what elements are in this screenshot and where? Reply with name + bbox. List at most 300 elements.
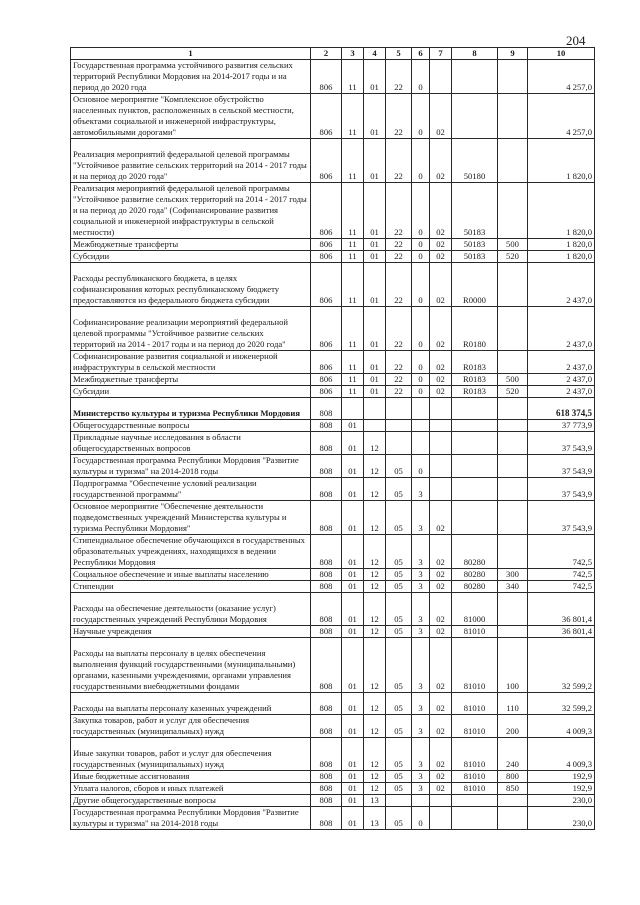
program-cell: 22 [386, 183, 412, 239]
program-cell: 22 [386, 374, 412, 386]
item-name-cell: Иные закупки товаров, работ и услуг для обеспечения государственных (муниципальных) нужд [71, 738, 311, 771]
amount-cell: 618 374,5 [528, 398, 595, 420]
expense-type-cell [498, 501, 528, 535]
expense-type-cell [498, 307, 528, 351]
direction-cell: 50183 [452, 239, 498, 251]
code-cell: 808 [311, 783, 342, 795]
amount-cell: 4 009,3 [528, 715, 595, 738]
amount-cell: 4 257,0 [528, 94, 595, 139]
amount-cell: 36 801,4 [528, 593, 595, 626]
subsection-cell: 01 [364, 60, 386, 94]
table-row [71, 807, 595, 830]
subprogram-cell: 0 [412, 386, 430, 398]
expense-type-cell: 340 [498, 581, 528, 593]
amount-cell: 230,0 [528, 795, 595, 807]
item-name-cell: Субсидии [71, 251, 311, 263]
table-row [71, 535, 595, 569]
section-cell: 01 [342, 693, 364, 715]
amount-cell: 37 773,9 [528, 420, 595, 432]
program-cell [386, 398, 412, 420]
code-cell: 806 [311, 183, 342, 239]
subsection-cell: 13 [364, 807, 386, 830]
table-row [71, 351, 595, 374]
table-row [71, 307, 595, 351]
section-cell: 01 [342, 795, 364, 807]
direction-cell [452, 420, 498, 432]
amount-cell: 742,5 [528, 581, 595, 593]
table-row [71, 638, 595, 693]
section-cell: 11 [342, 386, 364, 398]
program-cell [386, 795, 412, 807]
subprogram-cell: 0 [412, 263, 430, 307]
column-header: 9 [498, 48, 528, 60]
expense-type-cell [498, 626, 528, 638]
activity-cell [430, 398, 452, 420]
program-cell: 05 [386, 593, 412, 626]
table-row [71, 263, 595, 307]
activity-cell [430, 432, 452, 455]
expense-type-cell [498, 398, 528, 420]
subsection-cell: 12 [364, 535, 386, 569]
item-name-cell: Расходы на обеспечение деятельности (оказание услуг) государственных учреждений Республики Мордовия [71, 593, 311, 626]
subprogram-cell: 0 [412, 239, 430, 251]
amount-cell: 192,9 [528, 771, 595, 783]
column-header: 7 [430, 48, 452, 60]
section-cell: 01 [342, 455, 364, 478]
direction-cell [452, 60, 498, 94]
subprogram-cell: 0 [412, 374, 430, 386]
expense-type-cell [498, 94, 528, 139]
item-name-cell: Стипендии [71, 581, 311, 593]
subprogram-cell [412, 420, 430, 432]
program-cell: 05 [386, 807, 412, 830]
code-cell: 808 [311, 771, 342, 783]
direction-cell: R0183 [452, 386, 498, 398]
subsection-cell: 12 [364, 593, 386, 626]
item-name-cell: Реализация мероприятий федеральной целевой программы "Устойчивое развитие сельских территорий на 2014 - 2017 годы и на период до 2020 года" [71, 139, 311, 183]
activity-cell: 02 [430, 771, 452, 783]
direction-cell: 50180 [452, 139, 498, 183]
subprogram-cell: 0 [412, 455, 430, 478]
section-cell: 01 [342, 420, 364, 432]
section-cell: 01 [342, 783, 364, 795]
subsection-cell: 12 [364, 581, 386, 593]
program-cell [386, 432, 412, 455]
subprogram-cell: 3 [412, 569, 430, 581]
subsection-cell: 01 [364, 251, 386, 263]
item-name-cell: Межбюджетные трансферты [71, 374, 311, 386]
subprogram-cell: 0 [412, 307, 430, 351]
expense-type-cell [498, 535, 528, 569]
subprogram-cell: 3 [412, 593, 430, 626]
section-cell: 11 [342, 351, 364, 374]
code-cell: 808 [311, 398, 342, 420]
expense-type-cell: 520 [498, 386, 528, 398]
section-cell: 01 [342, 807, 364, 830]
code-cell: 806 [311, 386, 342, 398]
subprogram-cell [412, 795, 430, 807]
activity-cell: 02 [430, 638, 452, 693]
item-name-cell: Научные учреждения [71, 626, 311, 638]
subsection-cell: 01 [364, 351, 386, 374]
activity-cell: 02 [430, 307, 452, 351]
direction-cell: 50183 [452, 251, 498, 263]
table-row [71, 478, 595, 501]
item-name-cell: Иные бюджетные ассигнования [71, 771, 311, 783]
direction-cell [452, 478, 498, 501]
direction-cell: 81010 [452, 693, 498, 715]
subsection-cell: 12 [364, 478, 386, 501]
direction-cell [452, 501, 498, 535]
subsection-cell: 01 [364, 183, 386, 239]
subprogram-cell [412, 398, 430, 420]
program-cell: 05 [386, 478, 412, 501]
direction-cell [452, 795, 498, 807]
code-cell: 806 [311, 94, 342, 139]
section-cell [342, 398, 364, 420]
subsection-cell: 12 [364, 501, 386, 535]
expense-type-cell [498, 432, 528, 455]
activity-cell: 02 [430, 715, 452, 738]
program-cell: 05 [386, 771, 412, 783]
section-cell: 01 [342, 535, 364, 569]
subprogram-cell: 0 [412, 60, 430, 94]
activity-cell: 02 [430, 581, 452, 593]
code-cell: 808 [311, 715, 342, 738]
activity-cell: 02 [430, 535, 452, 569]
expense-type-cell [498, 807, 528, 830]
item-name-cell: Основное мероприятие "Обеспечение деятельности подведомственных учреждений Министерства культуры и туризма Республики Мордовия" [71, 501, 311, 535]
subprogram-cell: 3 [412, 771, 430, 783]
activity-cell: 02 [430, 386, 452, 398]
section-cell: 01 [342, 593, 364, 626]
expense-type-cell [498, 420, 528, 432]
table-row [71, 251, 595, 263]
program-cell: 22 [386, 251, 412, 263]
item-name-cell: Расходы на выплаты персоналу казенных учреждений [71, 693, 311, 715]
column-header: 1 [71, 48, 311, 60]
amount-cell: 192,9 [528, 783, 595, 795]
amount-cell: 36 801,4 [528, 626, 595, 638]
table-row [71, 139, 595, 183]
section-cell: 01 [342, 569, 364, 581]
subsection-cell: 01 [364, 307, 386, 351]
activity-cell [430, 795, 452, 807]
column-header: 2 [311, 48, 342, 60]
amount-cell: 2 437,0 [528, 351, 595, 374]
activity-cell [430, 478, 452, 501]
item-name-cell: Софинансирование развития социальной и инженерной инфраструктуры в сельской местности [71, 351, 311, 374]
subsection-cell: 01 [364, 94, 386, 139]
subprogram-cell: 3 [412, 535, 430, 569]
code-cell: 806 [311, 60, 342, 94]
section-cell: 11 [342, 251, 364, 263]
amount-cell: 742,5 [528, 535, 595, 569]
subprogram-cell: 3 [412, 738, 430, 771]
direction-cell [452, 807, 498, 830]
subsection-cell: 01 [364, 263, 386, 307]
item-name-cell: Министерство культуры и туризма Республики Мордовия [71, 398, 311, 420]
expense-type-cell [498, 593, 528, 626]
expense-type-cell: 200 [498, 715, 528, 738]
amount-cell: 37 543,9 [528, 478, 595, 501]
direction-cell: 80280 [452, 569, 498, 581]
table-row [71, 569, 595, 581]
code-cell: 806 [311, 139, 342, 183]
subprogram-cell: 0 [412, 139, 430, 183]
item-name-cell: Основное мероприятие "Комплексное обустройство населенных пунктов, расположенных в сельской местности, объектами социальной и инженерной инфраструктуры, автомобильными дорогами" [71, 94, 311, 139]
activity-cell: 02 [430, 783, 452, 795]
program-cell: 05 [386, 738, 412, 771]
section-cell: 01 [342, 738, 364, 771]
table-row [71, 501, 595, 535]
direction-cell: 81000 [452, 593, 498, 626]
activity-cell: 02 [430, 593, 452, 626]
table-header-row [71, 48, 595, 60]
subprogram-cell: 3 [412, 693, 430, 715]
program-cell: 22 [386, 263, 412, 307]
direction-cell [452, 398, 498, 420]
expense-type-cell: 800 [498, 771, 528, 783]
amount-cell: 4 009,3 [528, 738, 595, 771]
subsection-cell: 12 [364, 693, 386, 715]
amount-cell: 37 543,9 [528, 501, 595, 535]
amount-cell: 4 257,0 [528, 60, 595, 94]
code-cell: 808 [311, 807, 342, 830]
subprogram-cell: 0 [412, 351, 430, 374]
program-cell: 05 [386, 569, 412, 581]
activity-cell: 02 [430, 263, 452, 307]
item-name-cell: Подпрограмма "Обеспечение условий реализации государственной программы" [71, 478, 311, 501]
item-name-cell: Реализация мероприятий федеральной целевой программы "Устойчивое развитие сельских территорий на 2014 - 2017 годы и на период до 2020 года" (Софинансирование развития социальной и инженерной инфраструктуры в сельской местности) [71, 183, 311, 239]
subsection-cell: 12 [364, 638, 386, 693]
subprogram-cell: 0 [412, 807, 430, 830]
table-row [71, 783, 595, 795]
program-cell: 22 [386, 239, 412, 251]
subsection-cell: 01 [364, 239, 386, 251]
expense-type-cell: 100 [498, 638, 528, 693]
amount-cell: 2 437,0 [528, 386, 595, 398]
table-row [71, 420, 595, 432]
code-cell: 808 [311, 693, 342, 715]
code-cell: 808 [311, 535, 342, 569]
code-cell: 808 [311, 478, 342, 501]
code-cell: 808 [311, 738, 342, 771]
amount-cell: 1 820,0 [528, 251, 595, 263]
subsection-cell: 12 [364, 455, 386, 478]
amount-cell: 2 437,0 [528, 263, 595, 307]
expense-type-cell [498, 139, 528, 183]
section-cell: 01 [342, 478, 364, 501]
subsection-cell [364, 420, 386, 432]
page-number: 204 [566, 33, 586, 48]
subsection-cell: 12 [364, 715, 386, 738]
item-name-cell: Межбюджетные трансферты [71, 239, 311, 251]
code-cell: 808 [311, 581, 342, 593]
code-cell: 806 [311, 251, 342, 263]
program-cell: 05 [386, 626, 412, 638]
section-cell: 11 [342, 263, 364, 307]
expense-type-cell [498, 183, 528, 239]
subprogram-cell: 0 [412, 94, 430, 139]
activity-cell [430, 455, 452, 478]
program-cell [386, 420, 412, 432]
item-name-cell: Софинансирование реализации мероприятий федеральной целевой программы "Устойчивое развитие сельских территорий на 2014 - 2017 годы и на период до 2020 года" [71, 307, 311, 351]
subprogram-cell: 3 [412, 581, 430, 593]
activity-cell: 02 [430, 183, 452, 239]
amount-cell: 2 437,0 [528, 374, 595, 386]
expense-type-cell [498, 60, 528, 94]
activity-cell: 02 [430, 239, 452, 251]
item-name-cell: Стипендиальное обеспечение обучающихся в государственных образовательных учреждениях, находящихся в ведении Республики Мордовия [71, 535, 311, 569]
subsection-cell: 12 [364, 432, 386, 455]
subprogram-cell: 3 [412, 626, 430, 638]
subprogram-cell: 3 [412, 715, 430, 738]
code-cell: 808 [311, 501, 342, 535]
program-cell: 22 [386, 307, 412, 351]
activity-cell [430, 60, 452, 94]
expense-type-cell [498, 263, 528, 307]
amount-cell: 1 820,0 [528, 183, 595, 239]
program-cell: 22 [386, 351, 412, 374]
item-name-cell: Государственная программа Республики Мордовия "Развитие культуры и туризма" на 2014-2018 годы [71, 455, 311, 478]
program-cell: 05 [386, 638, 412, 693]
item-name-cell: Другие общегосударственные вопросы [71, 795, 311, 807]
subprogram-cell: 0 [412, 183, 430, 239]
direction-cell [452, 455, 498, 478]
activity-cell: 02 [430, 374, 452, 386]
activity-cell: 02 [430, 569, 452, 581]
subsection-cell: 12 [364, 738, 386, 771]
item-name-cell: Социальное обеспечение и иные выплаты населению [71, 569, 311, 581]
code-cell: 808 [311, 593, 342, 626]
item-name-cell: Прикладные научные исследования в области общегосударственных вопросов [71, 432, 311, 455]
item-name-cell: Закупка товаров, работ и услуг для обеспечения государственных (муниципальных) нужд [71, 715, 311, 738]
expense-type-cell [498, 795, 528, 807]
column-header: 6 [412, 48, 430, 60]
direction-cell: R0180 [452, 307, 498, 351]
direction-cell [452, 432, 498, 455]
amount-cell: 32 599,2 [528, 693, 595, 715]
table-row [71, 386, 595, 398]
subsection-cell: 01 [364, 139, 386, 183]
expense-type-cell: 300 [498, 569, 528, 581]
activity-cell [430, 807, 452, 830]
activity-cell: 02 [430, 738, 452, 771]
subsection-cell: 13 [364, 795, 386, 807]
table-row [71, 738, 595, 771]
amount-cell: 1 820,0 [528, 139, 595, 183]
section-cell: 01 [342, 626, 364, 638]
table-row [71, 715, 595, 738]
item-name-cell: Государственная программа устойчивого развития сельских территорий Республики Мордовия на 2014-2017 годы и на период до 2020 года [71, 60, 311, 94]
section-cell: 01 [342, 501, 364, 535]
subprogram-cell: 3 [412, 638, 430, 693]
activity-cell: 02 [430, 251, 452, 263]
section-cell: 11 [342, 307, 364, 351]
amount-cell: 2 437,0 [528, 307, 595, 351]
section-cell: 01 [342, 638, 364, 693]
subprogram-cell [412, 432, 430, 455]
program-cell: 05 [386, 501, 412, 535]
table-row [71, 94, 595, 139]
expense-type-cell: 110 [498, 693, 528, 715]
direction-cell: 80280 [452, 581, 498, 593]
subsection-cell: 12 [364, 771, 386, 783]
code-cell: 808 [311, 638, 342, 693]
item-name-cell: Государственная программа Республики Мордовия "Развитие культуры и туризма" на 2014-2018 годы [71, 807, 311, 830]
table-row [71, 374, 595, 386]
column-header: 4 [364, 48, 386, 60]
subsection-cell: 01 [364, 386, 386, 398]
budget-table [70, 47, 595, 830]
direction-cell: 81010 [452, 626, 498, 638]
program-cell: 05 [386, 581, 412, 593]
section-cell: 11 [342, 374, 364, 386]
code-cell: 806 [311, 239, 342, 251]
program-cell: 22 [386, 94, 412, 139]
direction-cell: 80280 [452, 535, 498, 569]
code-cell: 808 [311, 455, 342, 478]
expense-type-cell: 850 [498, 783, 528, 795]
table-row [71, 60, 595, 94]
direction-cell: 50183 [452, 183, 498, 239]
item-name-cell: Уплата налогов, сборов и иных платежей [71, 783, 311, 795]
column-header: 3 [342, 48, 364, 60]
section-cell: 01 [342, 432, 364, 455]
amount-cell: 37 543,9 [528, 455, 595, 478]
section-cell: 01 [342, 715, 364, 738]
section-cell: 01 [342, 771, 364, 783]
section-cell: 11 [342, 60, 364, 94]
program-cell: 05 [386, 455, 412, 478]
subprogram-cell: 3 [412, 478, 430, 501]
code-cell: 806 [311, 263, 342, 307]
program-cell: 05 [386, 693, 412, 715]
expense-type-cell: 500 [498, 239, 528, 251]
subsection-cell: 12 [364, 783, 386, 795]
code-cell: 808 [311, 432, 342, 455]
section-cell: 11 [342, 94, 364, 139]
section-cell: 11 [342, 183, 364, 239]
table-row [71, 581, 595, 593]
subprogram-cell: 0 [412, 251, 430, 263]
amount-cell: 230,0 [528, 807, 595, 830]
table-row [71, 239, 595, 251]
amount-cell: 1 820,0 [528, 239, 595, 251]
table-row [71, 432, 595, 455]
table-row [71, 183, 595, 239]
direction-cell: R0000 [452, 263, 498, 307]
subsection-cell [364, 398, 386, 420]
expense-type-cell: 500 [498, 374, 528, 386]
item-name-cell: Общегосударственные вопросы [71, 420, 311, 432]
expense-type-cell: 520 [498, 251, 528, 263]
direction-cell: 81010 [452, 738, 498, 771]
section-cell: 11 [342, 239, 364, 251]
expense-type-cell: 240 [498, 738, 528, 771]
code-cell: 808 [311, 569, 342, 581]
column-header: 8 [452, 48, 498, 60]
code-cell: 808 [311, 626, 342, 638]
amount-cell: 32 599,2 [528, 638, 595, 693]
subprogram-cell: 3 [412, 501, 430, 535]
direction-cell: 81010 [452, 783, 498, 795]
section-cell: 01 [342, 581, 364, 593]
activity-cell: 02 [430, 351, 452, 374]
subsection-cell: 12 [364, 626, 386, 638]
expense-type-cell [498, 478, 528, 501]
